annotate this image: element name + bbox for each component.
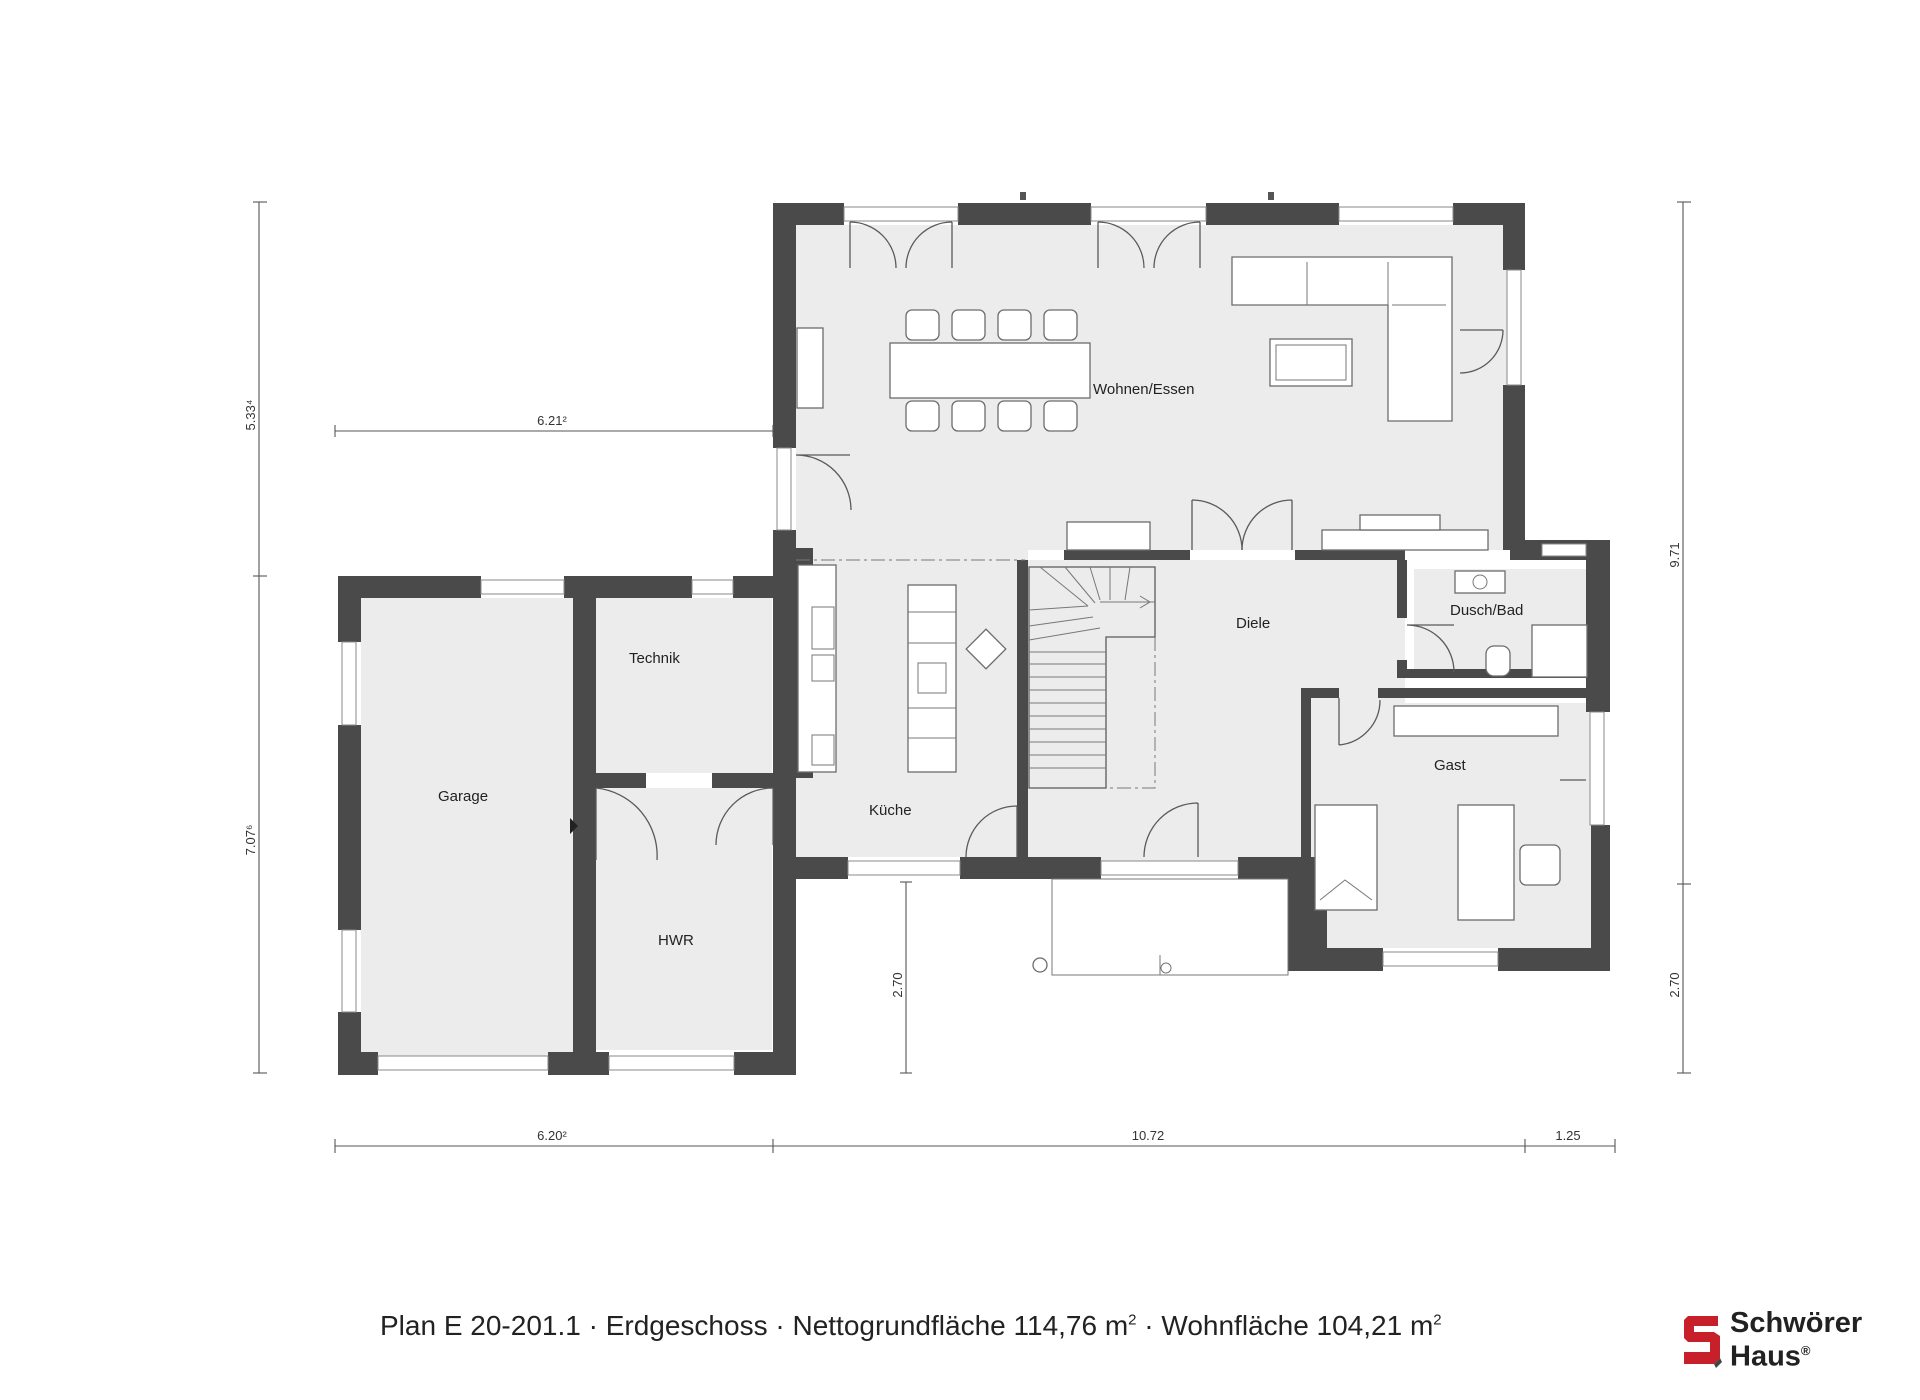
logo-mark-icon [1680, 1312, 1724, 1368]
dim-left-lower: 7.07⁶ [243, 824, 258, 856]
caption-living-area: Wohnfläche 104,21 m [1161, 1310, 1434, 1341]
dim-bottom-middle: 10.72 [1131, 1128, 1165, 1143]
dim-inner-height: 2.70 [890, 972, 905, 998]
logo-wordmark [1730, 1307, 1863, 1373]
caption-floor: Erdgeschoss [605, 1310, 768, 1341]
dim-right-total: 9.71 [1667, 542, 1682, 568]
logo-line-2: Haus® [1730, 1340, 1811, 1373]
plan-caption [380, 1310, 1442, 1342]
dim-inner-width: 6.21² [537, 413, 567, 428]
caption-separator: · [580, 1310, 606, 1341]
logo-registered-mark: ® [1800, 1343, 1811, 1358]
caption-plan: Plan E 20-201.1 [380, 1310, 581, 1341]
schwoerer-haus-logo [1680, 1307, 1905, 1373]
room-label-wohnen: Wohnen/Essen [1093, 381, 1195, 398]
dim-bottom-left: 6.20² [537, 1128, 567, 1143]
caption-unit-sup: 2 [1128, 1311, 1137, 1329]
caption-separator: · [1136, 1310, 1162, 1341]
room-label-garage: Garage [438, 788, 489, 805]
logo-line-1: Schwörer [1730, 1307, 1863, 1339]
room-label-gast: Gast [1434, 757, 1466, 774]
room-label-dusch: Dusch/Bad [1450, 602, 1524, 619]
dim-left-upper: 5.33⁴ [243, 399, 258, 431]
dim-right-lower: 2.70 [1667, 972, 1682, 998]
room-label-technik: Technik [629, 650, 680, 667]
caption-net-area: Nettogrundfläche 114,76 m [792, 1310, 1129, 1341]
dim-bottom-right: 1.25 [1555, 1128, 1581, 1143]
caption-unit-sup: 2 [1433, 1311, 1442, 1329]
room-label-diele: Diele [1236, 615, 1271, 632]
room-label-kueche: Küche [869, 802, 912, 819]
room-label-hwr: HWR [658, 932, 694, 949]
caption-separator: · [767, 1310, 793, 1341]
